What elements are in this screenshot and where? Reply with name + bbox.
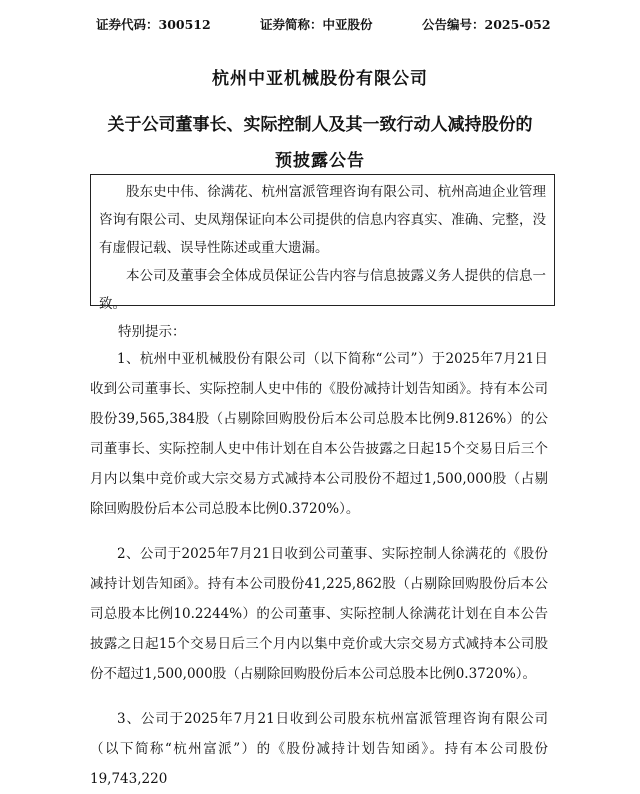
announcement-title: 关于公司董事长、实际控制人及其一致行动人减持股份的 <box>107 115 533 135</box>
special-notice-item: 2、公司于2025年7月21日收到公司董事、实际控制人徐满花的《股份减持计划告知函》。持有本公司股份41,225,862股（占剔除回购股份后本公司总股本比例10.2244%）的公司董事、实际控制人徐满花计划在自本公告披露之日起15个交易日后三个月内以集中竞价或大宗交易方式减持本公司股份不超过1,500,000股（占剔除回购股份后本公司总股本比例0.3720%）。 <box>90 546 548 682</box>
announcement-title-line2: 预披露公告 <box>275 151 365 171</box>
page-header <box>0 14 640 36</box>
special-notice-label: 特别提示： <box>118 324 186 340</box>
notice-paragraph: 本公司及董事会全体成员保证公告内容与信息披露义务人提供的信息一致。 <box>99 268 546 312</box>
guarantee-notice-box <box>90 174 555 312</box>
notice-paragraph: 股东史中伟、徐满花、杭州富派管理咨询有限公司、杭州高迪企业管理咨询有限公司、史凤翔保证向本公司提供的信息内容真实、准确、完整，没有虚假记载、误导性陈述或重大遗漏。 <box>99 184 546 256</box>
special-notice-item: 1、杭州中亚机械股份有限公司（以下简称“公司”）于2025年7月21日收到公司董事长、实际控制人史中伟的《股份减持计划告知函》。持有本公司股份39,565,384股（占剔除回购股份后本公司总股本比例9.8126%）的公司董事长、实际控制人史中伟计划在自本公告披露之日起15个交易日后三个月内以集中竞价或大宗交易方式减持本公司股份不超过1,500,000股（占剔除回购股份后本公司总股本比例0.3720%）。 <box>90 351 548 517</box>
stock-code: 证券代码：300512 <box>96 17 211 32</box>
stock-name: 证券简称：中亚股份 <box>260 17 373 32</box>
announcement-number: 公告编号：2025-052 <box>422 17 551 32</box>
company-name: 杭州中亚机械股份有限公司 <box>212 69 428 89</box>
special-notice-item: 3、公司于2025年7月21日收到公司股东杭州富派管理咨询有限公司（以下简称“杭州富派”）的《股份减持计划告知函》。持有本公司股份19,743,220 <box>90 711 548 787</box>
